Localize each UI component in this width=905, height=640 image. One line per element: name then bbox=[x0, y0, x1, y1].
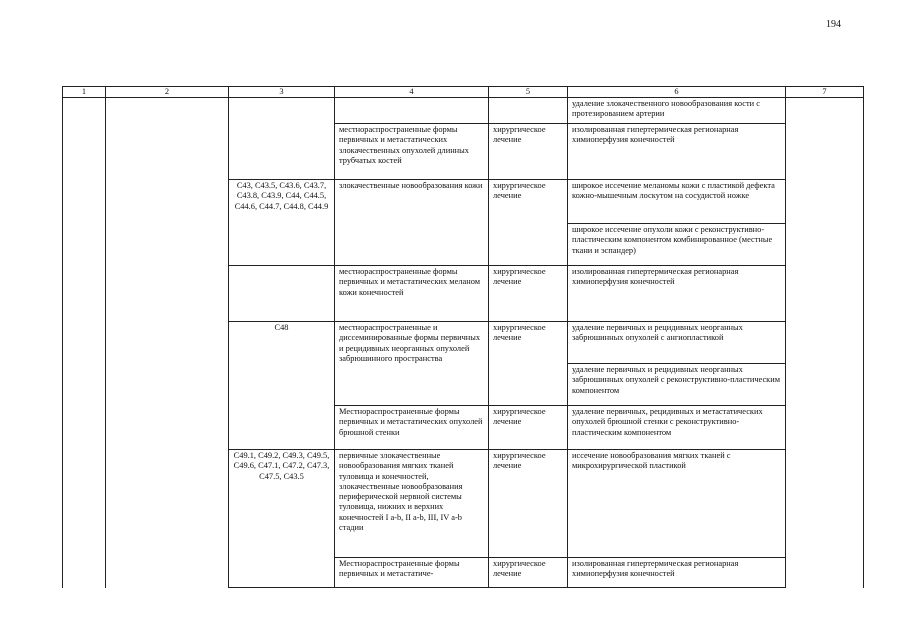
disease-cell: злокачественные новообразования кожи bbox=[335, 180, 489, 266]
col-header-6: 6 bbox=[568, 87, 786, 98]
col7-cell bbox=[786, 98, 864, 588]
method-cell: удаление первичных и рецидивных неорганных забрюшинных опухолей с ангиопластикой bbox=[568, 322, 786, 364]
code-cell: C43, C43.5, C43.6, C43.7, C43.8, C43.9, C44, C44.5, C44.6, C44.7, C44.8, C44.9 bbox=[229, 180, 335, 266]
header-row bbox=[63, 87, 864, 98]
table-row bbox=[63, 98, 864, 124]
code-cell bbox=[229, 266, 335, 322]
treatment-type-cell: хирургическое лечение bbox=[489, 558, 568, 588]
method-cell: широкое иссечение меланомы кожи с пластикой дефекта кожно-мышечным лоскутом на сосудистой ножке bbox=[568, 180, 786, 224]
treatment-type-cell: хирургическое лечение bbox=[489, 180, 568, 266]
col-header-3: 3 bbox=[229, 87, 335, 98]
medical-procedures-table bbox=[62, 86, 864, 588]
col2-cell bbox=[106, 98, 229, 588]
col1-cell bbox=[63, 98, 106, 588]
treatment-type-cell bbox=[489, 98, 568, 124]
method-cell: удаление первичных и рецидивных неорганных забрюшинных опухолей с реконструктивно-пластическим компонентом bbox=[568, 364, 786, 406]
disease-cell: первичные злокачественные новообразования мягких тканей туловища и конечностей, злокачественные новообразования периферической нервной системы туловища, нижних и верхних конечностей I a-b, II a-b, III, IV a-b стадии bbox=[335, 450, 489, 558]
treatment-type-cell: хирургическое лечение bbox=[489, 406, 568, 450]
method-cell: удаление злокачественного новообразования кости с протезированием артерии bbox=[568, 98, 786, 124]
col-header-4: 4 bbox=[335, 87, 489, 98]
method-cell: изолированная гипертермическая регионарная химиоперфузия конечностей bbox=[568, 124, 786, 180]
col-header-7: 7 bbox=[786, 87, 864, 98]
method-cell: удаление первичных, рецидивных и метастатических опухолей брюшной стенки с реконструктивно-пластическим компонентом bbox=[568, 406, 786, 450]
disease-cell bbox=[335, 98, 489, 124]
disease-cell: местнораспространенные формы первичных и метастатических меланом кожи конечностей bbox=[335, 266, 489, 322]
col-header-5: 5 bbox=[489, 87, 568, 98]
disease-cell: местнораспространенные формы первичных и метастатических злокачественных опухолей длинных трубчатых костей bbox=[335, 124, 489, 180]
disease-cell: Местнораспространенные формы первичных и метастатических опухолей брюшной стенки bbox=[335, 406, 489, 450]
method-cell: широкое иссечение опухоли кожи с реконструктивно-пластическим компонентом комбинированное (местные ткани и эспандер) bbox=[568, 224, 786, 266]
page-number: 194 bbox=[826, 19, 841, 30]
method-cell: изолированная гипертермическая регионарная химиоперфузия конечностей bbox=[568, 558, 786, 588]
treatment-type-cell: хирургическое лечение bbox=[489, 124, 568, 180]
disease-cell: Местнораспространенные формы первичных и метастатиче- bbox=[335, 558, 489, 588]
treatment-type-cell: хирургическое лечение bbox=[489, 450, 568, 558]
treatment-type-cell: хирургическое лечение bbox=[489, 322, 568, 406]
code-cell: C48 bbox=[229, 322, 335, 450]
code-cell bbox=[229, 98, 335, 180]
col-header-2: 2 bbox=[106, 87, 229, 98]
col-header-1: 1 bbox=[63, 87, 106, 98]
method-cell: изолированная гипертермическая регионарная химиоперфузия конечностей bbox=[568, 266, 786, 322]
code-cell: C49.1, C49.2, C49.3, C49.5, C49.6, C47.1, C47.2, C47.3, C47.5, C43.5 bbox=[229, 450, 335, 588]
method-cell: иссечение новообразования мягких тканей с микрохирургической пластикой bbox=[568, 450, 786, 558]
disease-cell: местнораспространенные и диссеминированные формы первичных и рецидивных неорганных опухолей забрюшинного пространства bbox=[335, 322, 489, 406]
treatment-type-cell: хирургическое лечение bbox=[489, 266, 568, 322]
